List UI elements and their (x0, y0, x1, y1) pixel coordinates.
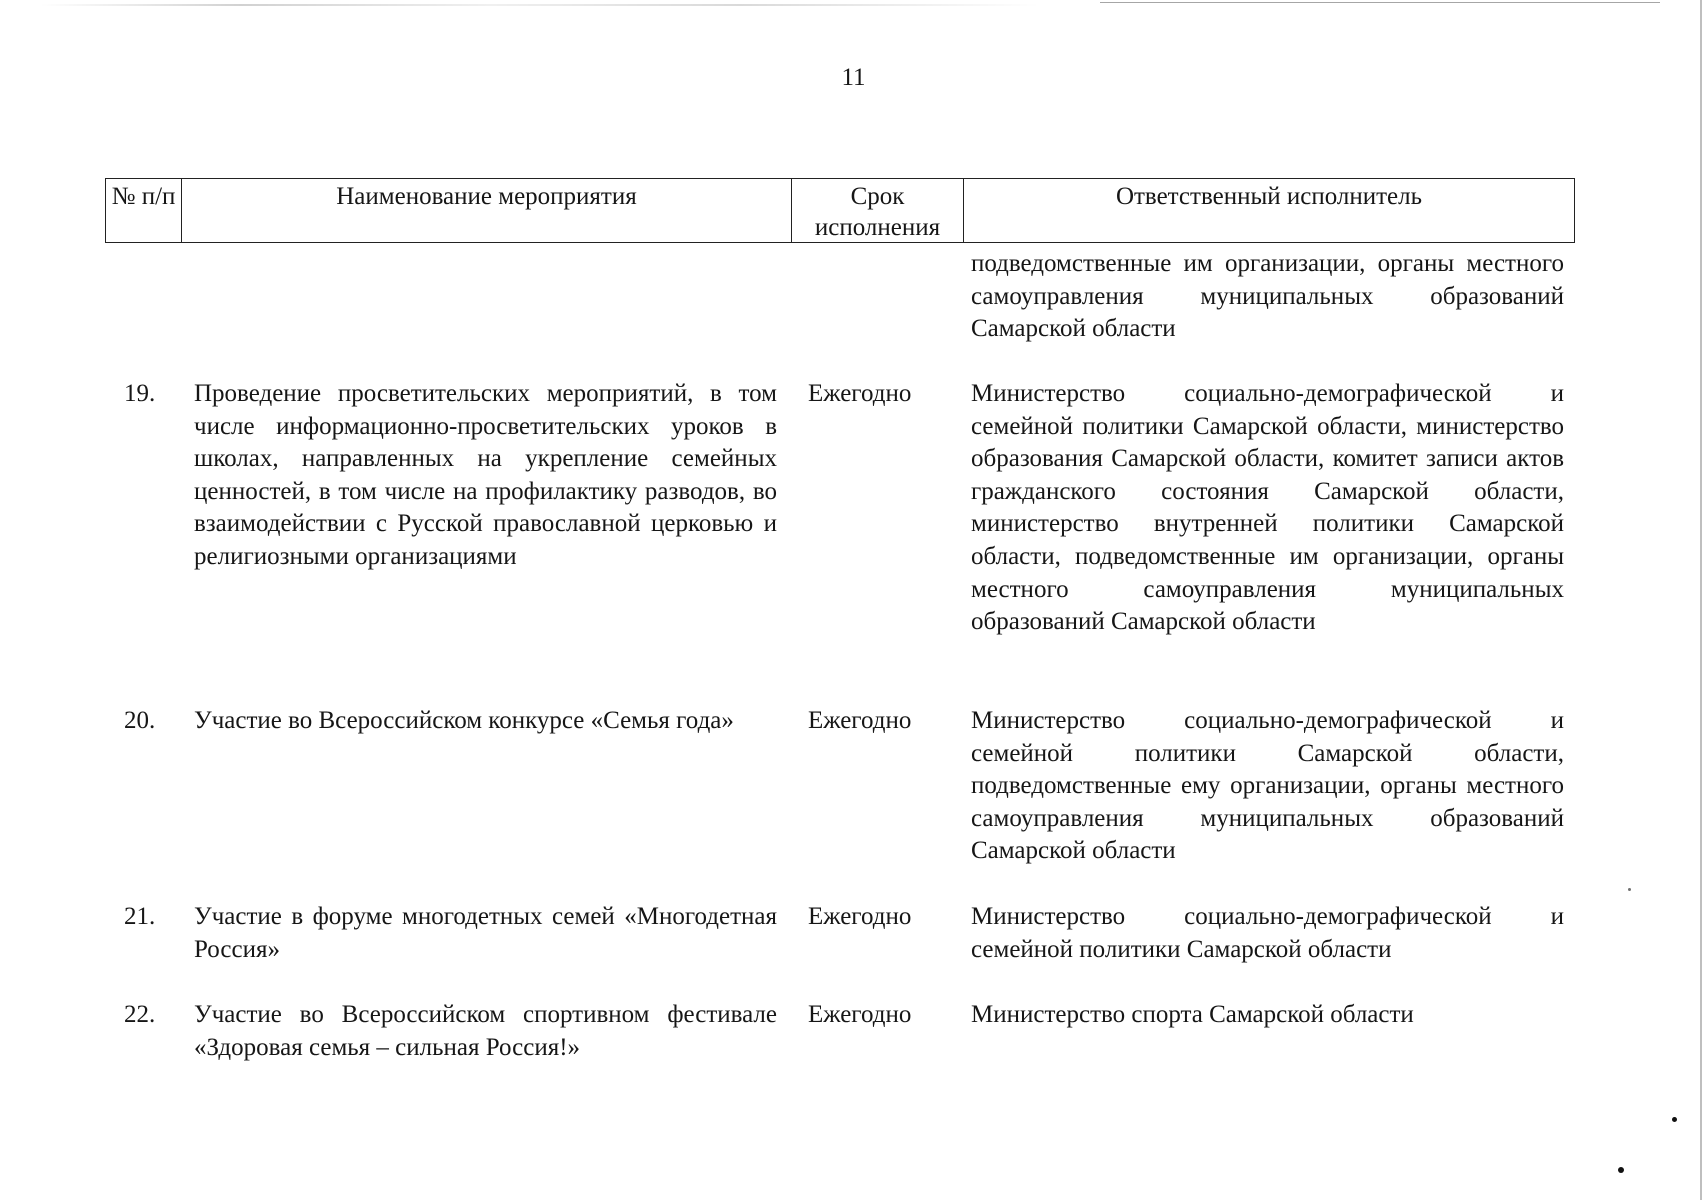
row-number: 19. (124, 380, 156, 407)
event-name: Участие в форуме многодетных семей «Многодетная Россия» (194, 903, 777, 963)
page-number: 11 (841, 64, 866, 91)
event-name: Проведение просветительских мероприятий, в том числе информационно-просветительских уроков в школах, направленных на укрепление семейных ценностей, в том числе на профилактику разводов, во взаимодействии с Русской православной церковью и религиозными организациями (194, 380, 777, 570)
event-term: Ежегодно (808, 707, 912, 734)
row-number: 21. (124, 903, 156, 930)
event-term: Ежегодно (808, 1001, 912, 1028)
scan-artifact-top (40, 4, 1040, 6)
row-number: 20. (124, 707, 156, 734)
header-responsible: Ответственный исполнитель (1115, 183, 1423, 210)
event-term: Ежегодно (808, 903, 912, 930)
event-name: Участие во Всероссийском спортивном фестивале «Здоровая семья – сильная Россия!» (194, 1001, 777, 1061)
header-term: Срок исполнения (792, 179, 964, 242)
continued-responsible-cell: подведомственные им организации, органы местного самоуправления муниципальных образований Самарской области (971, 250, 1564, 343)
event-responsible: Министерство спорта Самарской области (971, 1001, 1414, 1028)
header-num: № п/п (106, 179, 182, 242)
event-responsible: Министерство социально-демографической и семейной политики Самарской области (971, 903, 1564, 963)
scan-dot (1672, 1117, 1677, 1122)
event-responsible: Министерство социально-демографической и семейной политики Самарской области, министерство образования Самарской области, комитет записи актов гражданского состояния Самарской области, министерство внутренней политики Самарской области, подведомственные им организации, органы местного самоуправления муниципальных образований Самарской области (971, 380, 1564, 636)
scan-dot (1628, 888, 1631, 891)
row-number: 22. (124, 1001, 156, 1028)
scan-artifact-top-right (1100, 2, 1660, 3)
event-name: Участие во Всероссийском конкурсе «Семья года» (194, 707, 734, 734)
scan-artifact-right-edge (1700, 0, 1702, 1200)
header-name: Наименование мероприятия (182, 179, 792, 242)
event-responsible: Министерство социально-демографической и семейной политики Самарской области, подведомственные ему организации, органы местного самоуправления муниципальных образований Самарской области (971, 707, 1564, 865)
event-term: Ежегодно (808, 380, 912, 407)
scan-dot (1618, 1167, 1624, 1173)
table-header (105, 178, 1575, 243)
